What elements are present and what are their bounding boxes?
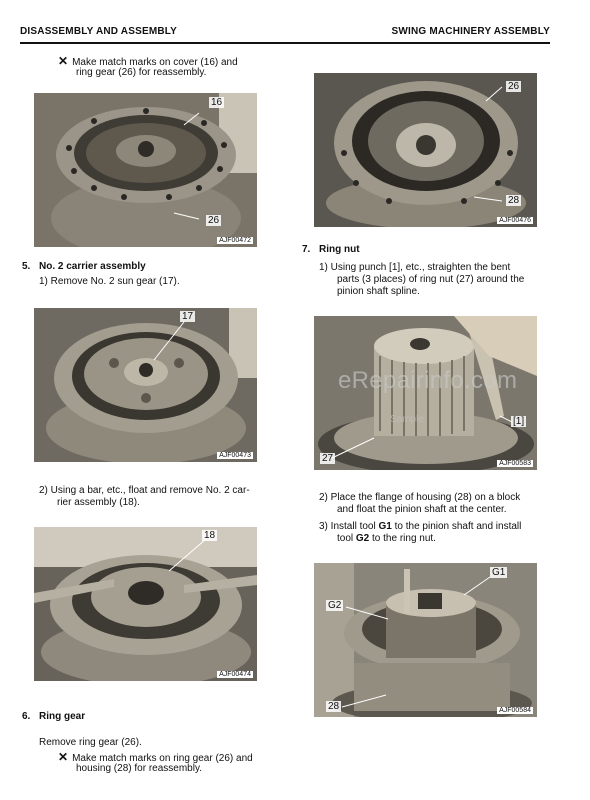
photo-cover-ring-gear	[34, 93, 257, 247]
image-code: AJF00583	[499, 460, 531, 467]
step-7-substep-1: 1) Using punch [1], etc., straighten the bent	[319, 262, 511, 273]
callout-label: 28	[508, 195, 520, 206]
callout-label: 26	[508, 81, 520, 92]
step-7-number: 7.	[302, 244, 311, 255]
image-code: AJF00476	[499, 217, 531, 224]
step-7-substep-2-cont: and float the pinion shaft at the center.	[337, 504, 507, 515]
step-6-number: 6.	[22, 711, 31, 722]
step-6-body: Remove ring gear (26).	[39, 737, 142, 748]
callout-label: 18	[204, 530, 216, 541]
match-mark-icon: ✕	[58, 750, 69, 764]
step-5-number: 5.	[22, 261, 31, 272]
match-mark-icon: ✕	[58, 54, 69, 68]
tool-g1-label: G1	[378, 521, 392, 532]
sun-gear-illustration	[34, 308, 257, 462]
callout-label: [1]	[513, 416, 525, 427]
ring-gear-illustration	[314, 73, 537, 227]
page-header	[20, 26, 550, 44]
callout-label: 27	[322, 453, 334, 464]
step-7-substep-3-cont	[337, 533, 436, 546]
step-7-substep-1-cont: pinion shaft spline.	[337, 286, 420, 297]
header-assembly-title: SWING MACHINERY ASSEMBLY	[391, 26, 550, 37]
step-5-title: No. 2 carrier assembly	[39, 261, 146, 272]
substep-text: to the ring nut.	[369, 533, 436, 544]
photo-carrier-assembly	[34, 527, 257, 681]
photo-tool-install	[314, 563, 537, 717]
step-6-title: Ring gear	[39, 711, 86, 722]
callout-label: G2	[328, 600, 342, 611]
carrier-assembly-illustration	[34, 527, 257, 681]
callout-label: 26	[208, 215, 220, 226]
substep-text: tool	[337, 533, 356, 544]
header-section-title: DISASSEMBLY AND ASSEMBLY	[20, 26, 178, 37]
watermark-text: eRepairinfo.com	[338, 367, 518, 394]
tool-g2-label: G2	[355, 533, 370, 544]
step-7-title: Ring nut	[319, 244, 360, 255]
image-code: AJF00584	[499, 707, 531, 714]
step-5-substep-2-cont: rier assembly (18).	[57, 497, 140, 508]
note-line: Make match marks on ring gear (26) and	[72, 753, 253, 764]
step-7-substep-2: 2) Place the flange of housing (28) on a block	[319, 492, 521, 503]
photo-sun-gear	[34, 308, 257, 462]
substep-text: to the pinion shaft and install	[391, 521, 522, 532]
image-code: AJF00472	[219, 237, 251, 244]
step-5-substep-2: 2) Using a bar, etc., float and remove No. 2 car-	[39, 485, 250, 496]
tool-install-illustration	[314, 563, 537, 717]
note-line: ring gear (26) for reassembly.	[76, 67, 207, 78]
step-7-substep-1-cont: parts (3 places) of ring nut (27) around the	[337, 274, 525, 285]
photo-ring-gear-housing	[314, 73, 537, 227]
step-5-substep-1: 1) Remove No. 2 sun gear (17).	[39, 276, 180, 287]
callout-label: 16	[211, 97, 223, 108]
callout-label: 28	[328, 701, 340, 712]
callout-label: G1	[492, 567, 506, 578]
note-line: housing (28) for reassembly.	[76, 763, 202, 774]
image-code: AJF00473	[219, 452, 251, 459]
image-code: AJF00474	[219, 671, 251, 678]
watermark-sub: Sample	[390, 414, 424, 425]
note-line: Make match marks on cover (16) and	[72, 57, 238, 68]
substep-text: 3) Install tool	[319, 521, 379, 532]
step-7-substep-3	[319, 521, 521, 534]
gear-housing-illustration	[34, 93, 257, 247]
callout-label: 17	[182, 311, 194, 322]
